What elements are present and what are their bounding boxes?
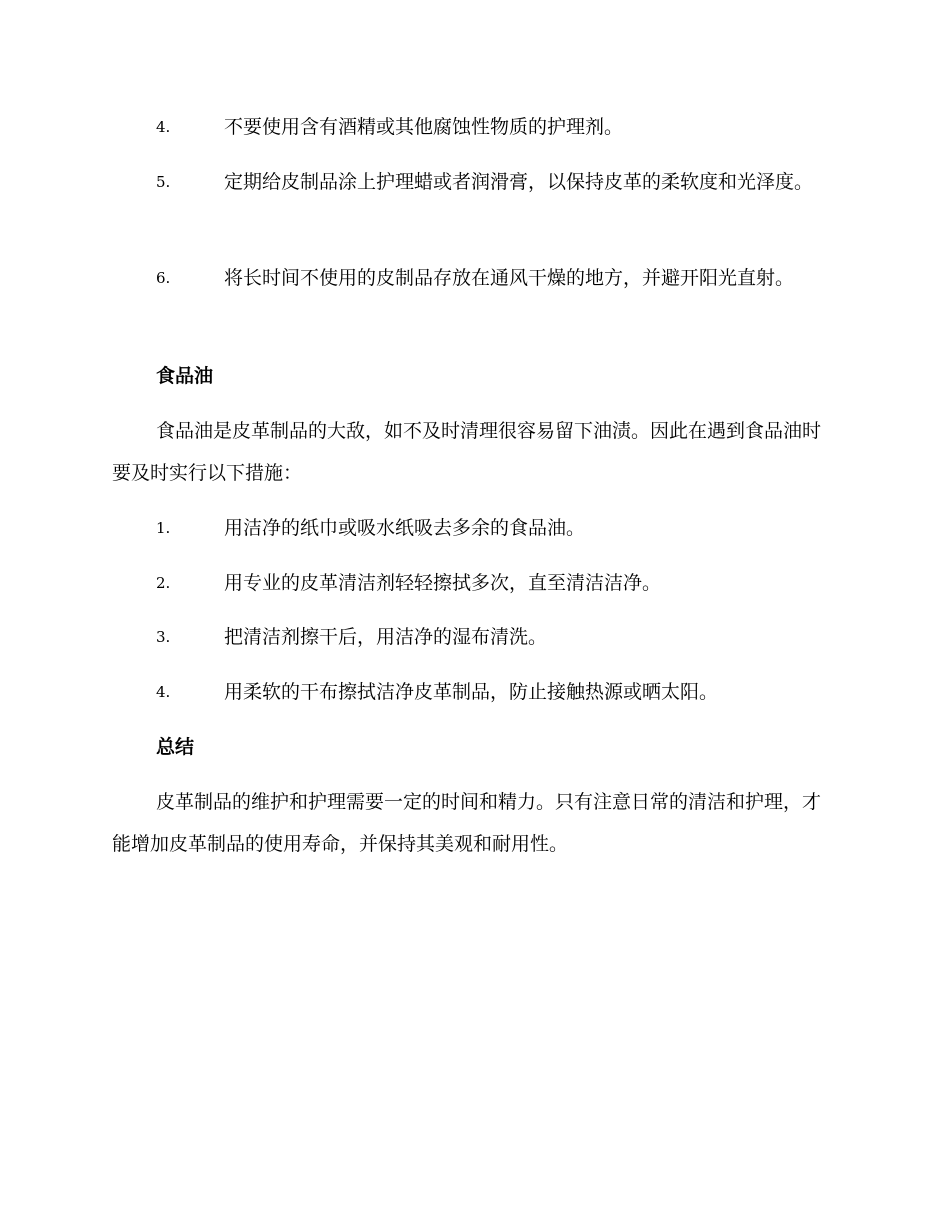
list-text: 用专业的皮革清洁剂轻轻擦拭多次，直至清洁洁净。 xyxy=(224,572,662,594)
list-item xyxy=(112,616,832,658)
list-number: 3. xyxy=(156,628,171,646)
list-text: 不要使用含有酒精或其他腐蚀性物质的护理剂。 xyxy=(224,116,624,138)
list-item xyxy=(112,562,832,604)
food-oil-intro-paragraph: 食品油是皮革制品的大敌，如不及时清理很容易留下油渍。因此在遇到食品油时要及时实行以下措施： xyxy=(112,420,822,484)
list-number: 6. xyxy=(156,269,171,287)
list-number: 4. xyxy=(156,118,171,136)
list-item xyxy=(112,671,832,713)
list-text: 定期给皮制品涂上护理蜡或者润滑膏，以保持皮革的柔软度和光泽度。 xyxy=(224,171,814,193)
section-heading-food-oil: 食品油 xyxy=(156,365,214,387)
list-item xyxy=(112,257,832,299)
list-number: 5. xyxy=(156,173,171,191)
list-item xyxy=(112,106,832,148)
summary-paragraph: 皮革制品的维护和护理需要一定的时间和精力。只有注意日常的清洁和护理，才能增加皮革制品的使用寿命，并保持其美观和耐用性。 xyxy=(112,791,822,855)
list-text: 将长时间不使用的皮制品存放在通风干燥的地方，并避开阳光直射。 xyxy=(224,267,795,289)
list-text: 把清洁剂擦干后，用洁净的湿布清洗。 xyxy=(224,626,548,648)
list-text: 用洁净的纸巾或吸水纸吸去多余的食品油。 xyxy=(224,517,586,539)
list-text: 用柔软的干布擦拭洁净皮革制品，防止接触热源或晒太阳。 xyxy=(224,681,719,703)
list-item xyxy=(112,161,832,203)
list-number: 2. xyxy=(156,574,171,592)
list-number: 4. xyxy=(156,683,171,701)
list-item xyxy=(112,507,832,549)
section-heading-summary: 总结 xyxy=(156,736,195,758)
list-number: 1. xyxy=(156,519,171,537)
